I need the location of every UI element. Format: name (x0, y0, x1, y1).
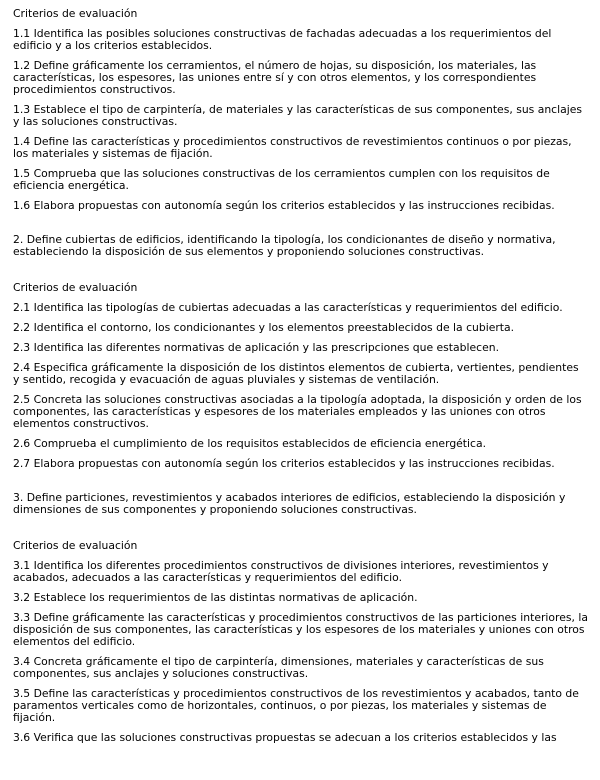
criteria-heading: Criterios de evaluación (13, 7, 138, 20)
criterion-2-5: 2.5 Concreta las soluciones constructivas asociadas a la tipología adoptada, la disposición y orden de los componentes, las características y espesores de los materiales empleados y las uniones con otros elementos constructivos. (13, 393, 582, 430)
criterion-3-6: 3.6 Verifica que las soluciones constructivas propuestas se adecuan a los criterios establecidos y las (13, 731, 557, 744)
section-1 (13, 8, 588, 212)
criterion-2-2: 2.2 Identifica el contorno, los condicionantes y los elementos preestablecidos de la cubierta. (13, 321, 515, 334)
criterion-3-2: 3.2 Establece los requerimientos de las distintas normativas de aplicación. (13, 591, 418, 604)
learning-outcome-2: 2. Define cubiertas de edificios, identificando la tipología, los condicionantes de diseño y normativa, estableciendo la disposición de sus elementos y proponiendo soluciones constructivas. (13, 233, 556, 258)
criterion-3-5: 3.5 Define las características y procedimientos constructivos de los revestimientos y acabados, tanto de paramentos verticales como de horizontales, continuos, o por piezas, los materiales y sistemas de fijación. (13, 687, 579, 724)
criteria-heading: Criterios de evaluación (13, 281, 138, 294)
section-2 (13, 234, 588, 470)
criterion-3-4: 3.4 Concreta gráficamente el tipo de carpintería, dimensiones, materiales y características de sus componentes, sus anclajes y soluciones constructivas. (13, 655, 544, 680)
criterion-2-6: 2.6 Comprueba el cumplimiento de los requisitos establecidos de eficiencia energética. (13, 437, 487, 450)
criterion-3-3: 3.3 Define gráficamente las características y procedimientos constructivos de las particiones interiores, la disposición de sus componentes, las características y los espesores de los materiales y uniones con otros elementos del edificio. (13, 611, 588, 648)
learning-outcome-3: 3. Define particiones, revestimientos y acabados interiores de edificios, estableciendo la disposición y dimensiones de sus componentes y proponiendo soluciones constructivas. (13, 491, 566, 516)
criterion-1-5: 1.5 Comprueba que las soluciones constructivas de los cerramientos cumplen con los requisitos de eficiencia energética. (13, 167, 550, 192)
criterion-2-3: 2.3 Identifica las diferentes normativas de aplicación y las prescripciones que establecen. (13, 341, 499, 354)
criterion-2-4: 2.4 Especifica gráficamente la disposición de los distintos elementos de cubierta, vertientes, pendientes y sentido, recogida y evacuación de aguas pluviales y sistemas de ventilación. (13, 361, 579, 386)
document-body (13, 8, 588, 752)
criterion-1-4: 1.4 Define las características y procedimientos constructivos de revestimientos continuos o por piezas, los materiales y sistemas de fijación. (13, 135, 572, 160)
criterion-3-1: 3.1 Identifica los diferentes procedimientos constructivos de divisiones interiores, revestimientos y acabados, adecuados a las características y requerimientos del edificio. (13, 559, 549, 584)
criterion-2-7: 2.7 Elabora propuestas con autonomía según los criterios establecidos y las instrucciones recibidas. (13, 457, 555, 470)
criterion-1-3: 1.3 Establece el tipo de carpintería, de materiales y las características de sus componentes, sus anclajes y las soluciones constructivas. (13, 103, 582, 128)
criterion-1-1: 1.1 Identifica las posibles soluciones constructivas de fachadas adecuadas a los requerimientos del edificio y a los criterios establecidos. (13, 27, 552, 52)
section-3 (13, 492, 588, 744)
criterion-1-2: 1.2 Define gráficamente los cerramientos, el número de hojas, su disposición, los materiales, las características, los espesores, las uniones entre sí y con otros elementos, y los correspondientes procedimientos constructivos. (13, 59, 537, 96)
criterion-1-6: 1.6 Elabora propuestas con autonomía según los criterios establecidos y las instrucciones recibidas. (13, 199, 555, 212)
criterion-2-1: 2.1 Identifica las tipologías de cubiertas adecuadas a las características y requerimientos del edificio. (13, 301, 563, 314)
criteria-heading: Criterios de evaluación (13, 539, 138, 552)
